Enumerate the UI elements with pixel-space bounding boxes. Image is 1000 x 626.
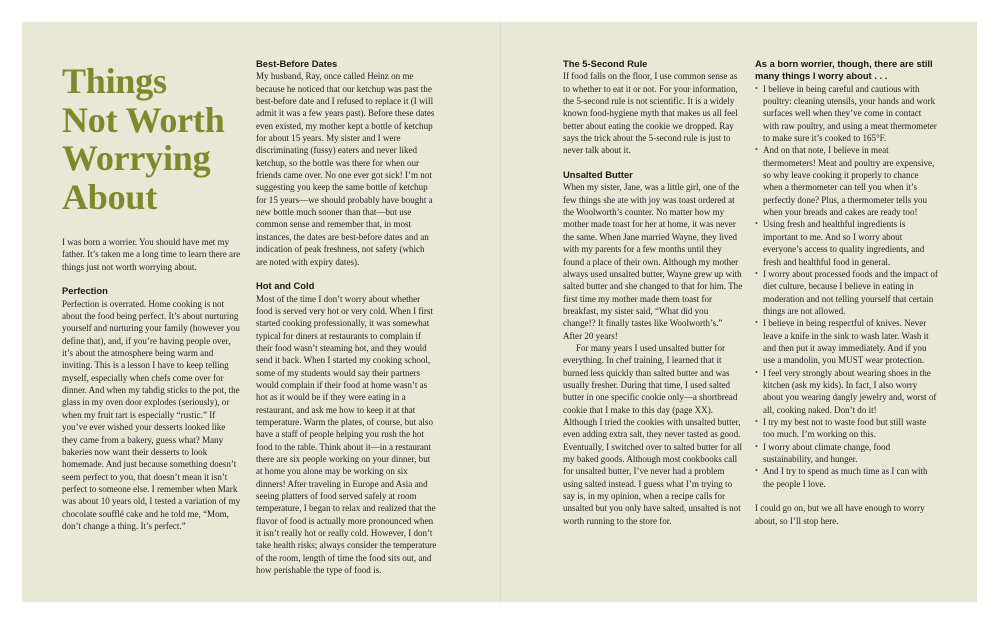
list-item-text: I try my best not to waste food but still waste too much. I’m working on this. — [763, 416, 927, 440]
title-line: Things — [62, 61, 167, 101]
column-intro — [62, 236, 242, 532]
section-heading-unsalted-butter: Unsalted Butter — [563, 169, 633, 181]
bullet-icon: • — [755, 318, 758, 328]
list-item — [755, 465, 938, 490]
list-item-text: I worry about climate change, food sustainability, and hunger. — [763, 441, 891, 464]
list-item — [755, 416, 938, 441]
list-item — [755, 218, 938, 267]
hot-cold-paragraph: Most of the time I don’t worry about whether food is served very hot or very cold. When I first started cooking professionally, it was somewhat typical for diners at restaurants to complain if their food wasn’t steaming hot, and they would send it back. When I started my cooking school, some of my students would say their partners would complain if their food at home wasn’t as hot as it would be if they were eating in a restaurant, and ask me how to keep it at that temperature. Warm the plates, of course, but also have a staff of people helping you rush the hot food to the table. Think about it—in a restaurant there are six people working on your dinner, but at home you alone may be working on six dinners! After traveling in Europe and Asia and seeing platters of food served safely at room temperature, I began to relax and realized that the flavor of food is actually more pronounced when it isn’t really hot or really cold. However, I don’t take health risks; always consider the temperature of the room, length of time the food sits out, and how perishable the type of food is. — [256, 293, 437, 576]
column-2 — [256, 58, 437, 576]
list-item-text: And on that note, I believe in meat thermometers! Meat and poultry are expensive, so why leave cooking it properly to chance when a thermometer can tell you when it’s perfectly done? Plus, a thermometer tells you when your breads and cakes are ready too! — [763, 145, 935, 218]
title-line: Not Worth — [62, 99, 225, 140]
list-item-text: And I try to spend as much time as I can with the people I love. — [763, 466, 928, 489]
column-4 — [755, 58, 938, 527]
bullet-icon: • — [755, 466, 758, 476]
list-item — [755, 367, 938, 416]
column-3 — [563, 58, 743, 527]
list-item-text: Using fresh and healthful ingredients is important to me. And so I worry about everyone’s access to quality ingredients, and fresh and healthful food in general. — [763, 219, 925, 267]
perfection-paragraph: Perfection is overrated. Home cooking is not about the food being perfect. It’s about nurturing yourself and nurturing your family (however you define that), and, if you’re having people over, it’s about the atmosphere being warm and inviting. This is a lesson I have to keep telling myself, especially when chefs come over for dinner. And when my tahdig sticks to the pot, the glass in my oven door explodes (seriously), or when my fruit tart is especially “rustic.” If you’ve ever wished your desserts looked like they came from a bakery, guess what? Many bakeries now want their desserts to look homemade. And just because something doesn’t seem perfect to you, that doesn’t mean it isn’t perfect to someone else. I remember when Mark was about 10 years old, I tested a variation of my chocolate soufflé cake and he told me, “Mom, don’t change a thing. It’s perfect.” — [62, 298, 241, 531]
list-item — [755, 441, 938, 466]
bullet-icon: • — [755, 367, 758, 377]
bullet-icon: • — [755, 145, 758, 155]
best-before-paragraph: My husband, Ray, once called Heinz on me because he noticed that our ketchup was past the best-before date and I refused to replace it (I will admit it was a few years past). Before these dates even existed, my mother kept a bottle of ketchup for about 15 years. My sister and I were discriminating (fussy) eaters and never liked ketchup, so the bottle was there for when our friends came over. No one ever got sick! I’m not suggesting you keep the same bottle of ketchup for 15 years—we should probably have bought a new bottle much sooner than that—but use common sense and remember that, in most instances, the dates are best-before dates and an indication of peak freshness, not safety (which are noted with expiry dates). — [256, 71, 435, 267]
list-item — [755, 83, 938, 145]
bullet-icon: • — [755, 83, 758, 93]
list-item-text: I believe in being respectful of knives. Never leave a knife in the sink to wash later. Wash it and then put it away immediately. And if you use a mandolin, you MUST wear protection. — [763, 318, 929, 366]
bullet-icon: • — [755, 441, 758, 451]
section-heading-perfection: Perfection — [62, 285, 108, 297]
bullet-icon: • — [755, 268, 758, 278]
list-item — [755, 144, 938, 218]
bullet-icon: • — [755, 416, 758, 426]
section-heading-worries: As a born worrier, though, there are still many things I worry about . . . — [755, 58, 933, 82]
list-item-text: I feel very strongly about wearing shoes in the kitchen (ask my kids). In fact, I also worry about you wearing dangly jewelry and, worst of all, cooking naked. Don’t do it! — [763, 367, 937, 415]
title-line: About — [62, 176, 158, 217]
section-heading-5-second-rule: The 5-Second Rule — [563, 58, 648, 69]
section-heading-best-before: Best-Before Dates — [256, 58, 338, 69]
bullet-icon: • — [755, 219, 758, 229]
five-second-paragraph: If food falls on the floor, I use common sense as to whether to eat it or not. For your information, the 5-second rule is not scientific. It is a widely known food-hygiene myth that makes us all feel better about eating the cookie we dropped. Ray says the trick about the 5-second rule is just to never talk about it. — [563, 71, 738, 156]
unsalted-paragraph-1: When my sister, Jane, was a little girl, one of the few things she ate with joy was toast ordered at the Woolworth’s counter. No matter how my mother made toast for her at home, it was never the same. When Jane married Wayne, they lived with my parents for a few months until they found a place of their own. Although my mother always used unsalted butter, Wayne grew up with salted butter and she changed to that for him. The first time my mother made them toast for breakfast, my sister said, “What did you change!? It finally tastes like Woolworth’s.” After 20 years! — [563, 182, 743, 341]
section-heading-hot-cold: Hot and Cold — [256, 280, 315, 292]
title-line: Worrying — [62, 138, 211, 178]
page-title — [62, 62, 247, 216]
worries-list — [755, 83, 938, 490]
unsalted-paragraph-2: For many years I used unsalted butter for everything. In chef training, I learned that it burned less quickly than salted butter and was usually fresher. During that time, I used salted butter in one specific cookie only—a shortbread cookie that I make to this day (page XX). Although I tried the cookies with unsalted butter, even adding extra salt, they never tasted as good. Eventually, I switched over to salted butter for all my baked goods. Although most cookbooks call for unsalted butter, I’ve never had a problem using salted instead. I guess what I’m trying to say is, in my opinion, when a recipe calls for unsalted but you only have salted, unsalted is not worth running to the store for. — [563, 342, 743, 526]
list-item — [755, 268, 938, 317]
page-spine — [500, 22, 501, 602]
list-item-text: I believe in being careful and cautious with poultry: cleaning utensils, your hands and work surfaces well when they’ve come in contact with raw poultry, and using a meat thermometer to make sure it’s cooked to 165°F. — [763, 83, 937, 144]
list-item-text: I worry about processed foods and the impact of diet culture, because I believe in eating in moderation and not telling yourself that certain things are not allowed. — [763, 268, 938, 316]
closing-paragraph: I could go on, but we all have enough to worry about, so I’ll stop here. — [755, 503, 925, 526]
list-item — [755, 317, 938, 366]
intro-paragraph: I was born a worrier. You should have met my father. It’s taken me a long time to learn there are things just not worth worrying about. — [62, 237, 241, 272]
